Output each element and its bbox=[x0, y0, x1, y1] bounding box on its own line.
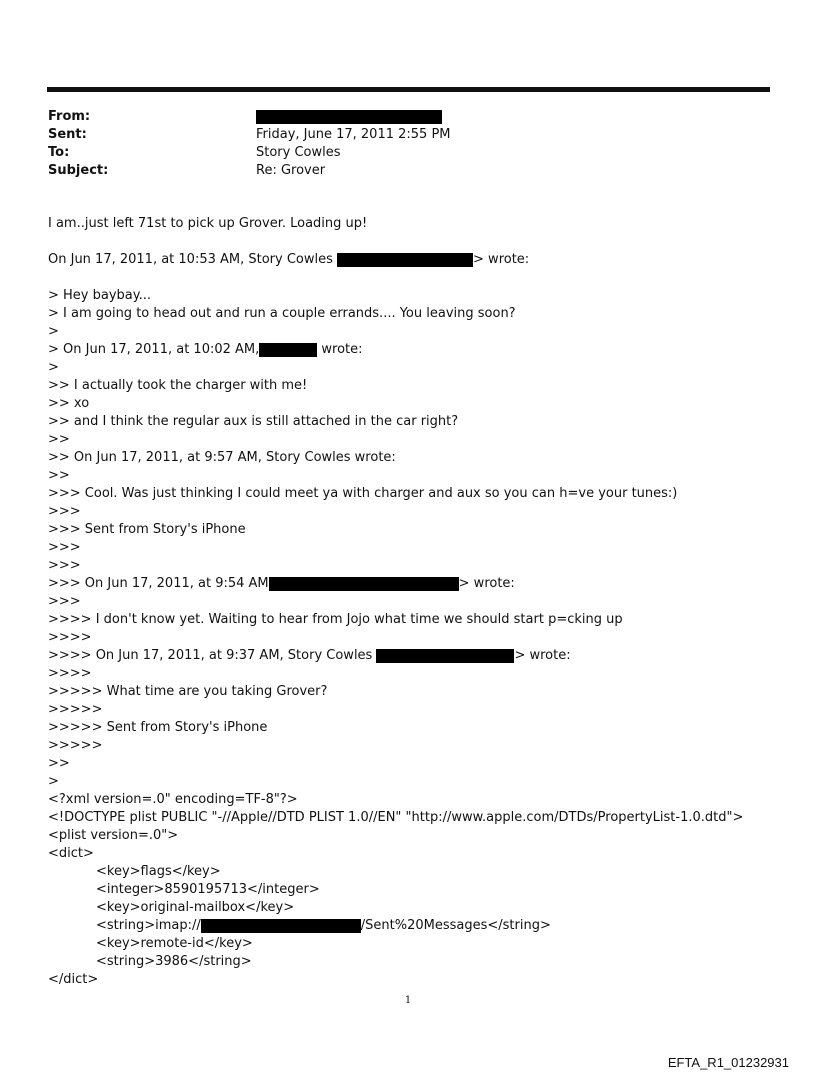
to-label: To: bbox=[48, 145, 70, 160]
xml-line: <dict> bbox=[48, 846, 94, 861]
body-line: >> bbox=[48, 432, 70, 447]
body-line: >> and I think the regular aux is still attached in the car right? bbox=[48, 414, 459, 429]
body-line: > bbox=[48, 360, 59, 375]
to-value: Story Cowles bbox=[256, 145, 341, 160]
redaction-bar bbox=[337, 253, 473, 267]
body-line: >>> bbox=[48, 558, 81, 573]
page-number: 1 bbox=[404, 995, 412, 1006]
body-line: >>> bbox=[48, 594, 81, 609]
body-line: >>>> I don't know yet. Waiting to hear from Jojo what time we should start p=cking up bbox=[48, 612, 623, 627]
redaction-bar bbox=[259, 343, 317, 357]
subject-label: Subject: bbox=[48, 163, 109, 178]
email-body bbox=[48, 215, 788, 989]
body-line: >>> Sent from Story's iPhone bbox=[48, 522, 246, 537]
body-line: >> I actually took the charger with me! bbox=[48, 378, 308, 393]
body-line: >> bbox=[48, 468, 70, 483]
body-line: >>>>> What time are you taking Grover? bbox=[48, 684, 328, 699]
redaction-bar bbox=[201, 919, 361, 933]
xml-line: </dict> bbox=[48, 972, 99, 987]
redaction-bar bbox=[376, 649, 514, 663]
quote-attribution: >>>> On Jun 17, 2011, at 9:37 AM, Story Cowles > wrote: bbox=[48, 648, 571, 663]
body-line: >>> bbox=[48, 504, 81, 519]
xml-line: <key>flags</key> bbox=[96, 864, 221, 879]
xml-line: <!DOCTYPE plist PUBLIC "-//Apple//DTD PLIST 1.0//EN" "http://www.apple.com/DTDs/PropertyList-1.0.dtd"> bbox=[48, 810, 744, 825]
body-line: >>> Cool. Was just thinking I could meet ya with charger and aux so you can h=ve your tunes:) bbox=[48, 486, 678, 501]
body-line: > Hey baybay... bbox=[48, 288, 151, 303]
body-line: I am..just left 71st to pick up Grover. Loading up! bbox=[48, 216, 368, 231]
body-line: >>>>> Sent from Story's iPhone bbox=[48, 720, 268, 735]
body-line: >>>>> bbox=[48, 702, 103, 717]
body-line: >> xo bbox=[48, 396, 90, 411]
body-line: >>>>> bbox=[48, 738, 103, 753]
sent-value: Friday, June 17, 2011 2:55 PM bbox=[256, 127, 451, 142]
body-line: >> On Jun 17, 2011, at 9:57 AM, Story Cowles wrote: bbox=[48, 450, 396, 465]
body-line: >>>> bbox=[48, 630, 92, 645]
quote-attribution: >>> On Jun 17, 2011, at 9:54 AM > wrote: bbox=[48, 576, 515, 591]
xml-line: <string>imap:// /Sent%20Messages</string> bbox=[96, 918, 551, 933]
from-label: From: bbox=[48, 109, 91, 124]
header-rule bbox=[47, 87, 770, 92]
xml-line: <key>remote-id</key> bbox=[96, 936, 253, 951]
xml-line: <plist version=.0"> bbox=[48, 828, 179, 843]
body-line: > bbox=[48, 774, 59, 789]
body-line: >>> bbox=[48, 540, 81, 555]
sent-label: Sent: bbox=[48, 127, 87, 142]
subject-value: Re: Grover bbox=[256, 163, 326, 178]
document-id: EFTA_R1_01232931 bbox=[667, 1055, 789, 1070]
body-line: >> bbox=[48, 756, 70, 771]
xml-line: <string>3986</string> bbox=[96, 954, 252, 969]
body-line: > I am going to head out and run a couple errands.... You leaving soon? bbox=[48, 306, 516, 321]
body-line: > bbox=[48, 324, 59, 339]
redaction-bar bbox=[269, 577, 459, 591]
quote-attribution: On Jun 17, 2011, at 10:53 AM, Story Cowles > wrote: bbox=[48, 252, 530, 267]
quote-attribution: > On Jun 17, 2011, at 10:02 AM, wrote: bbox=[48, 342, 363, 357]
from-value bbox=[256, 108, 442, 126]
redaction-bar bbox=[256, 110, 442, 124]
xml-line: <key>original-mailbox</key> bbox=[96, 900, 295, 915]
xml-line: <integer>8590195713</integer> bbox=[96, 882, 320, 897]
body-line: >>>> bbox=[48, 666, 92, 681]
xml-line: <?xml version=.0" encoding=TF-8"?> bbox=[48, 792, 298, 807]
